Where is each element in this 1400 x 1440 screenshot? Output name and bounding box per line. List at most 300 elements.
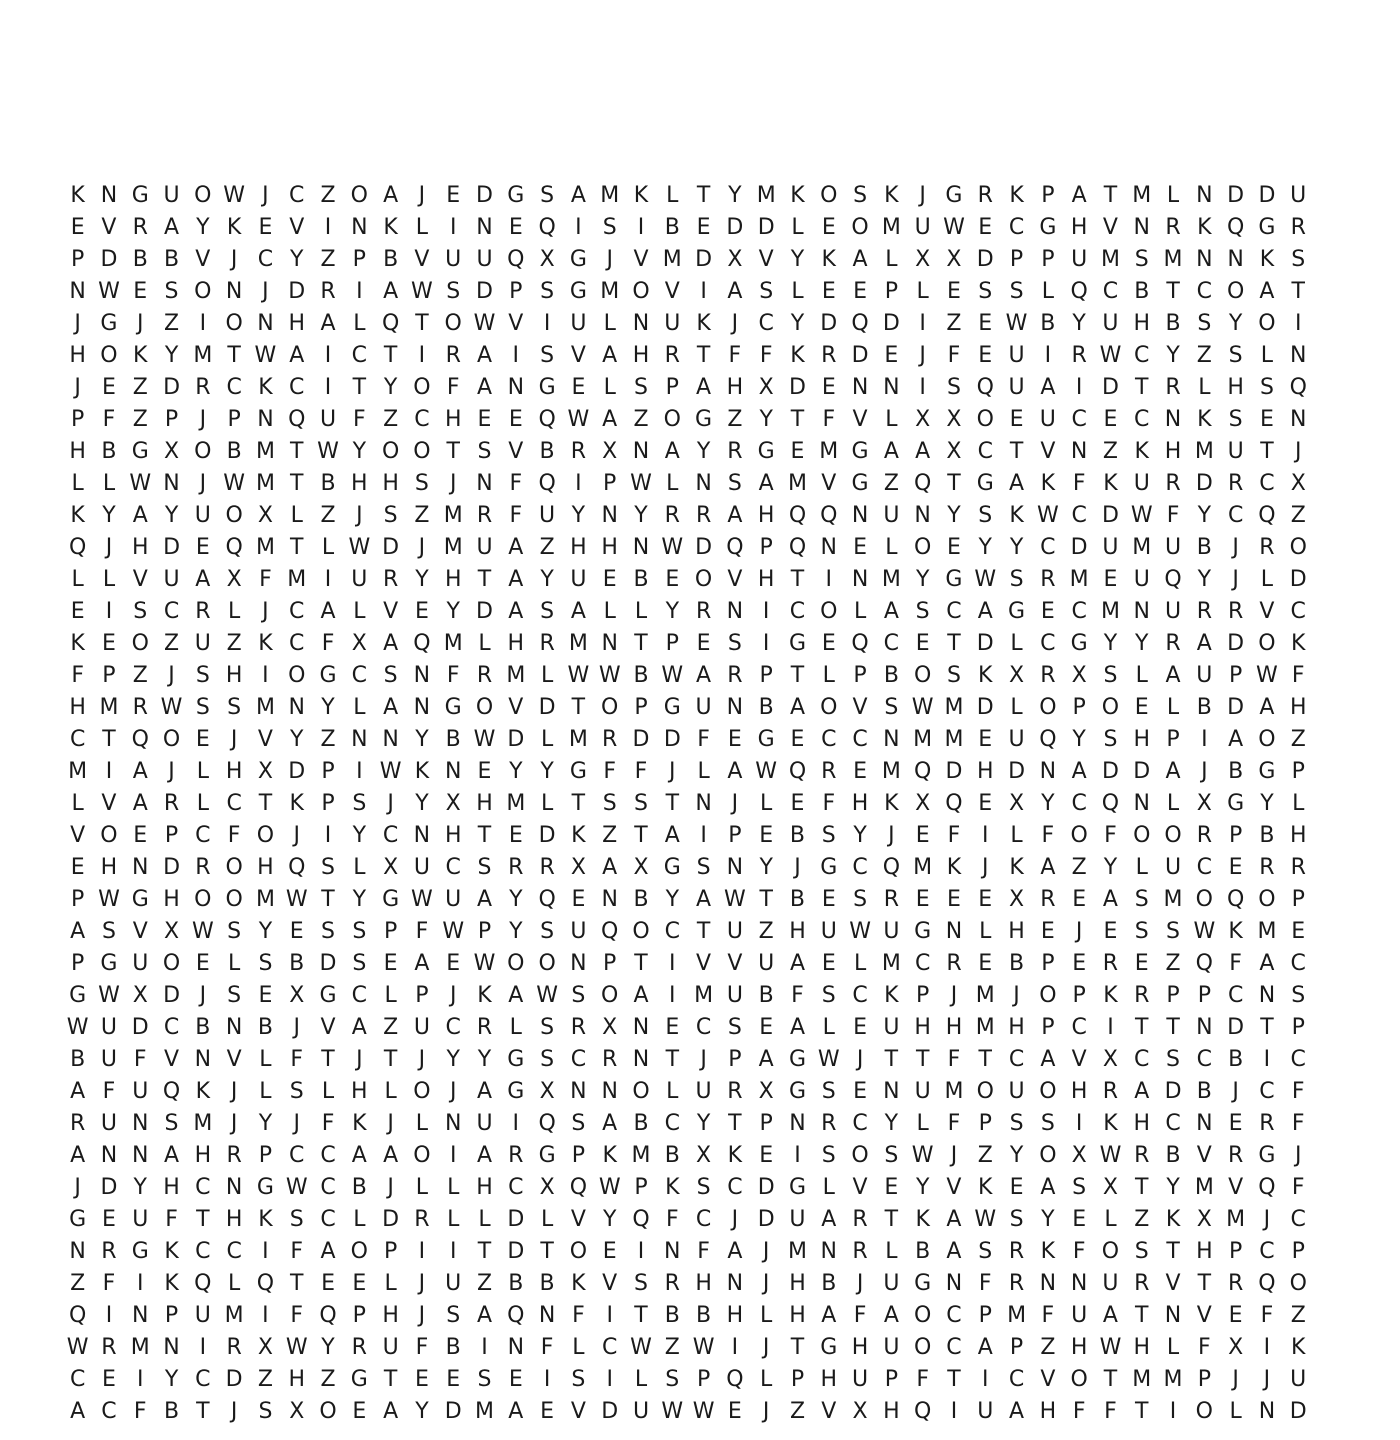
letter-cell[interactable]: I <box>512 343 520 368</box>
letter-cell[interactable]: Q <box>538 215 556 240</box>
letter-cell[interactable]: X <box>946 439 962 464</box>
letter-cell[interactable]: Z <box>164 631 180 656</box>
letter-cell[interactable]: H <box>851 791 869 816</box>
letter-cell[interactable]: W <box>285 1175 308 1200</box>
letter-cell[interactable]: O <box>851 1143 869 1168</box>
letter-cell[interactable]: F <box>321 1111 335 1136</box>
letter-cell[interactable]: B <box>1196 695 1212 720</box>
letter-cell[interactable]: N <box>225 1175 243 1200</box>
letter-cell[interactable]: H <box>476 791 493 816</box>
letter-cell[interactable]: M <box>68 759 88 784</box>
letter-cell[interactable]: L <box>1292 791 1305 816</box>
letter-cell[interactable]: J <box>1232 535 1239 560</box>
letter-cell[interactable]: U <box>1102 535 1119 560</box>
letter-cell[interactable]: S <box>195 663 210 688</box>
letter-cell[interactable]: N <box>664 1239 681 1264</box>
letter-cell[interactable]: J <box>293 823 300 848</box>
letter-cell[interactable]: L <box>1010 631 1023 656</box>
letter-cell[interactable]: Z <box>1040 1335 1056 1360</box>
letter-cell[interactable]: M <box>255 887 275 912</box>
letter-cell[interactable]: T <box>227 343 241 368</box>
letter-cell[interactable]: L <box>822 663 835 688</box>
letter-cell[interactable]: T <box>915 1047 930 1072</box>
letter-cell[interactable]: E <box>1228 1111 1243 1136</box>
letter-cell[interactable]: K <box>1009 183 1024 208</box>
letter-cell[interactable]: G <box>788 1047 806 1072</box>
letter-cell[interactable]: U <box>1102 1271 1119 1296</box>
letter-cell[interactable]: C <box>1008 215 1025 240</box>
letter-cell[interactable]: Z <box>320 727 336 752</box>
letter-cell[interactable]: J <box>1263 1367 1271 1392</box>
letter-cell[interactable]: O <box>194 183 212 208</box>
letter-cell[interactable]: H <box>69 439 86 464</box>
letter-cell[interactable]: L <box>822 1015 835 1040</box>
letter-cell[interactable]: J <box>762 1239 770 1264</box>
letter-cell[interactable]: J <box>731 311 739 336</box>
letter-cell[interactable]: Y <box>446 1047 460 1072</box>
letter-cell[interactable]: E <box>790 439 805 464</box>
letter-cell[interactable]: N <box>1164 407 1182 432</box>
letter-cell[interactable]: K <box>915 1207 930 1232</box>
letter-cell[interactable]: A <box>476 887 493 912</box>
letter-cell[interactable]: Q <box>945 791 963 816</box>
letter-cell[interactable]: E <box>884 343 899 368</box>
letter-cell[interactable]: C <box>351 343 367 368</box>
letter-cell[interactable]: B <box>664 215 680 240</box>
letter-cell[interactable]: L <box>760 1367 773 1392</box>
letter-cell[interactable]: M <box>819 439 839 464</box>
letter-cell[interactable]: I <box>606 1303 613 1328</box>
letter-cell[interactable]: Y <box>164 503 179 528</box>
letter-cell[interactable]: O <box>601 695 619 720</box>
letter-cell[interactable]: O <box>914 535 932 560</box>
letter-cell[interactable]: U <box>163 183 180 208</box>
letter-cell[interactable]: J <box>387 791 394 816</box>
letter-cell[interactable]: Y <box>571 503 586 528</box>
letter-cell[interactable]: C <box>508 1175 524 1200</box>
letter-cell[interactable]: T <box>634 951 648 976</box>
letter-cell[interactable]: A <box>383 1399 399 1424</box>
letter-cell[interactable]: G <box>538 375 556 400</box>
letter-cell[interactable]: N <box>476 471 493 496</box>
letter-cell[interactable]: S <box>915 599 930 624</box>
letter-cell[interactable]: E <box>602 567 617 592</box>
letter-cell[interactable]: V <box>664 279 680 304</box>
letter-cell[interactable]: W <box>1099 1143 1122 1168</box>
letter-cell[interactable]: S <box>133 599 148 624</box>
letter-cell[interactable]: Y <box>321 1335 335 1360</box>
letter-cell[interactable]: C <box>195 823 211 848</box>
letter-cell[interactable]: B <box>320 471 336 496</box>
letter-cell[interactable]: T <box>1135 1015 1149 1040</box>
letter-cell[interactable]: U <box>1133 471 1150 496</box>
letter-cell[interactable]: P <box>790 1367 805 1392</box>
letter-cell[interactable]: N <box>507 375 525 400</box>
letter-cell[interactable]: R <box>226 1335 242 1360</box>
letter-cell[interactable]: H <box>1133 311 1151 336</box>
letter-cell[interactable]: J <box>136 311 144 336</box>
letter-cell[interactable]: J <box>387 1175 394 1200</box>
letter-cell[interactable]: X <box>727 247 743 272</box>
letter-cell[interactable]: R <box>320 279 336 304</box>
letter-cell[interactable]: G <box>820 1335 838 1360</box>
letter-cell[interactable]: Y <box>978 535 992 560</box>
letter-cell[interactable]: B <box>1259 823 1275 848</box>
letter-cell[interactable]: A <box>946 1207 962 1232</box>
letter-cell[interactable]: K <box>633 183 649 208</box>
letter-cell[interactable]: Y <box>383 375 398 400</box>
letter-cell[interactable]: V <box>508 311 524 336</box>
letter-cell[interactable]: S <box>665 1367 680 1392</box>
letter-cell[interactable]: X <box>1009 887 1025 912</box>
letter-cell[interactable]: W <box>98 279 120 304</box>
letter-cell[interactable]: Q <box>68 1303 87 1328</box>
letter-cell[interactable]: F <box>227 823 241 848</box>
letter-cell[interactable]: Q <box>194 1271 212 1296</box>
letter-cell[interactable]: V <box>1228 1175 1244 1200</box>
letter-cell[interactable]: S <box>1197 311 1212 336</box>
letter-cell[interactable]: W <box>661 663 684 688</box>
letter-cell[interactable]: N <box>726 599 744 624</box>
letter-cell[interactable]: G <box>382 887 400 912</box>
letter-cell[interactable]: E <box>978 727 993 752</box>
letter-cell[interactable]: G <box>1070 631 1088 656</box>
letter-cell[interactable]: K <box>1291 1335 1306 1360</box>
letter-cell[interactable]: U <box>1039 407 1056 432</box>
letter-cell[interactable]: L <box>478 1207 491 1232</box>
letter-cell[interactable]: G <box>788 1175 806 1200</box>
letter-cell[interactable]: T <box>1135 1175 1149 1200</box>
letter-cell[interactable]: R <box>1071 343 1087 368</box>
letter-cell[interactable]: M <box>475 1399 494 1424</box>
letter-cell[interactable]: T <box>665 791 680 816</box>
letter-cell[interactable]: M <box>1163 887 1183 912</box>
letter-cell[interactable]: V <box>946 1175 962 1200</box>
letter-cell[interactable]: L <box>822 1175 835 1200</box>
letter-cell[interactable]: S <box>821 1079 836 1104</box>
letter-cell[interactable]: Y <box>258 1111 273 1136</box>
letter-cell[interactable]: I <box>919 375 926 400</box>
letter-cell[interactable]: E <box>665 1015 680 1040</box>
letter-cell[interactable]: U <box>1164 599 1182 624</box>
letter-cell[interactable]: N <box>883 375 900 400</box>
letter-cell[interactable]: G <box>851 471 869 496</box>
letter-cell[interactable]: S <box>1166 919 1181 944</box>
letter-cell[interactable]: J <box>762 1399 770 1424</box>
letter-cell[interactable]: P <box>1009 247 1024 272</box>
letter-cell[interactable]: T <box>571 695 586 720</box>
letter-cell[interactable]: P <box>665 631 679 656</box>
letter-cell[interactable]: N <box>100 183 118 208</box>
letter-cell[interactable]: N <box>883 727 900 752</box>
letter-cell[interactable]: G <box>1008 599 1026 624</box>
letter-cell[interactable]: X <box>164 439 180 464</box>
letter-cell[interactable]: I <box>481 1335 488 1360</box>
letter-cell[interactable]: A <box>789 695 805 720</box>
letter-cell[interactable]: I <box>324 343 332 368</box>
letter-cell[interactable]: T <box>321 887 335 912</box>
letter-cell[interactable]: T <box>290 439 304 464</box>
letter-cell[interactable]: R <box>1165 215 1181 240</box>
letter-cell[interactable]: D <box>131 1015 149 1040</box>
letter-cell[interactable]: O <box>194 887 212 912</box>
letter-cell[interactable]: A <box>883 439 899 464</box>
letter-cell[interactable]: E <box>978 215 993 240</box>
letter-cell[interactable]: Z <box>1290 727 1306 752</box>
letter-cell[interactable]: J <box>1013 983 1020 1008</box>
letter-cell[interactable]: A <box>320 599 336 624</box>
letter-cell[interactable]: Z <box>1290 503 1306 528</box>
letter-cell[interactable]: S <box>727 471 742 496</box>
letter-cell[interactable]: J <box>199 983 207 1008</box>
letter-cell[interactable]: C <box>1290 1207 1306 1232</box>
letter-cell[interactable]: F <box>603 759 617 784</box>
letter-cell[interactable]: N <box>1196 183 1213 208</box>
letter-cell[interactable]: R <box>476 663 493 688</box>
letter-cell[interactable]: I <box>1075 375 1083 400</box>
letter-cell[interactable]: V <box>602 1271 618 1296</box>
letter-cell[interactable]: B <box>383 247 399 272</box>
letter-cell[interactable]: C <box>1071 599 1087 624</box>
letter-cell[interactable]: B <box>257 1015 273 1040</box>
letter-cell[interactable]: L <box>259 1079 272 1104</box>
letter-cell[interactable]: H <box>757 503 775 528</box>
letter-cell[interactable]: D <box>601 1399 619 1424</box>
letter-cell[interactable]: F <box>102 407 116 432</box>
letter-cell[interactable]: Z <box>320 1367 336 1392</box>
letter-cell[interactable]: J <box>230 1079 238 1104</box>
letter-cell[interactable]: Q <box>788 535 807 560</box>
letter-cell[interactable]: R <box>1227 1271 1244 1296</box>
letter-cell[interactable]: K <box>1040 1239 1056 1264</box>
letter-cell[interactable]: Y <box>290 727 304 752</box>
letter-cell[interactable]: S <box>352 919 367 944</box>
letter-cell[interactable]: F <box>290 1047 304 1072</box>
letter-cell[interactable]: I <box>324 823 332 848</box>
letter-cell[interactable]: N <box>695 471 712 496</box>
letter-cell[interactable]: L <box>791 279 804 304</box>
letter-cell[interactable]: G <box>256 1175 274 1200</box>
letter-cell[interactable]: B <box>289 951 305 976</box>
letter-cell[interactable]: S <box>258 1399 273 1424</box>
letter-cell[interactable]: T <box>290 1271 304 1296</box>
letter-cell[interactable]: H <box>1196 1239 1213 1264</box>
letter-cell[interactable]: T <box>759 887 773 912</box>
letter-cell[interactable]: E <box>1103 407 1118 432</box>
letter-cell[interactable]: Q <box>1226 887 1245 912</box>
letter-cell[interactable]: A <box>195 567 211 592</box>
letter-cell[interactable]: C <box>883 631 900 656</box>
letter-cell[interactable]: O <box>820 183 838 208</box>
letter-cell[interactable]: O <box>444 311 462 336</box>
letter-cell[interactable]: E <box>821 375 836 400</box>
letter-cell[interactable]: U <box>883 1015 900 1040</box>
letter-cell[interactable]: C <box>946 1335 962 1360</box>
letter-cell[interactable]: F <box>133 1399 147 1424</box>
letter-cell[interactable]: E <box>978 791 993 816</box>
letter-cell[interactable]: F <box>697 727 710 752</box>
letter-cell[interactable]: O <box>569 1239 588 1264</box>
letter-cell[interactable]: C <box>69 1367 86 1392</box>
letter-cell[interactable]: V <box>852 1175 868 1200</box>
letter-cell[interactable]: Z <box>1165 951 1181 976</box>
letter-cell[interactable]: K <box>1103 983 1118 1008</box>
letter-cell[interactable]: Z <box>132 407 148 432</box>
letter-cell[interactable]: O <box>694 567 713 592</box>
letter-cell[interactable]: E <box>696 631 711 656</box>
letter-cell[interactable]: V <box>696 951 712 976</box>
letter-cell[interactable]: I <box>731 1335 739 1360</box>
letter-cell[interactable]: B <box>1009 951 1025 976</box>
letter-cell[interactable]: V <box>1102 215 1118 240</box>
letter-cell[interactable]: T <box>1135 1399 1149 1424</box>
letter-cell[interactable]: W <box>129 471 152 496</box>
letter-cell[interactable]: H <box>225 1207 243 1232</box>
letter-cell[interactable]: M <box>287 567 307 592</box>
letter-cell[interactable]: V <box>570 343 586 368</box>
letter-cell[interactable]: Q <box>1258 1271 1276 1296</box>
letter-cell[interactable]: T <box>790 1335 805 1360</box>
letter-cell[interactable]: D <box>820 311 838 336</box>
letter-cell[interactable]: Q <box>131 727 149 752</box>
letter-cell[interactable]: Q <box>1195 951 1213 976</box>
letter-cell[interactable]: U <box>413 1015 430 1040</box>
letter-cell[interactable]: P <box>477 919 492 944</box>
letter-cell[interactable]: Q <box>726 1367 744 1392</box>
letter-cell[interactable]: S <box>1134 247 1149 272</box>
letter-cell[interactable]: A <box>852 247 868 272</box>
letter-cell[interactable]: X <box>602 439 618 464</box>
letter-cell[interactable]: U <box>476 247 493 272</box>
letter-cell[interactable]: N <box>225 1015 243 1040</box>
letter-cell[interactable]: S <box>946 375 961 400</box>
letter-cell[interactable]: S <box>1009 1111 1024 1136</box>
letter-cell[interactable]: J <box>74 1175 81 1200</box>
letter-cell[interactable]: A <box>977 599 993 624</box>
letter-cell[interactable]: N <box>601 631 618 656</box>
letter-cell[interactable]: J <box>731 1207 739 1232</box>
letter-cell[interactable]: M <box>881 567 901 592</box>
letter-cell[interactable]: B <box>664 1143 680 1168</box>
letter-cell[interactable]: D <box>507 1207 525 1232</box>
letter-cell[interactable]: C <box>1008 1047 1025 1072</box>
letter-cell[interactable]: M <box>224 1303 244 1328</box>
letter-cell[interactable]: H <box>444 407 462 432</box>
letter-cell[interactable]: N <box>413 695 431 720</box>
letter-cell[interactable]: T <box>1135 1303 1149 1328</box>
letter-cell[interactable]: Y <box>164 343 179 368</box>
letter-cell[interactable]: O <box>632 919 650 944</box>
letter-cell[interactable]: Y <box>1072 311 1086 336</box>
letter-cell[interactable]: T <box>790 407 805 432</box>
letter-cell[interactable]: Y <box>1009 1143 1024 1168</box>
letter-cell[interactable]: I <box>262 1239 269 1264</box>
letter-cell[interactable]: A <box>727 279 743 304</box>
letter-cell[interactable]: O <box>256 823 275 848</box>
letter-cell[interactable]: R <box>1165 631 1181 656</box>
letter-cell[interactable]: T <box>634 823 648 848</box>
letter-cell[interactable]: R <box>1227 1143 1244 1168</box>
letter-cell[interactable]: E <box>571 375 586 400</box>
letter-cell[interactable]: D <box>507 1239 525 1264</box>
letter-cell[interactable]: H <box>914 1015 931 1040</box>
letter-cell[interactable]: Z <box>383 1015 399 1040</box>
letter-cell[interactable]: F <box>1291 1175 1305 1200</box>
letter-cell[interactable]: N <box>1133 791 1150 816</box>
letter-cell[interactable]: E <box>1040 919 1055 944</box>
letter-cell[interactable]: T <box>884 1207 899 1232</box>
letter-cell[interactable]: O <box>162 951 181 976</box>
letter-cell[interactable]: J <box>950 983 958 1008</box>
letter-cell[interactable]: U <box>476 1111 493 1136</box>
letter-cell[interactable]: H <box>100 855 118 880</box>
letter-cell[interactable]: E <box>258 215 273 240</box>
letter-cell[interactable]: P <box>1228 823 1243 848</box>
letter-cell[interactable]: W <box>160 695 183 720</box>
letter-cell[interactable]: T <box>790 663 805 688</box>
letter-cell[interactable]: C <box>445 855 461 880</box>
letter-cell[interactable]: K <box>164 1239 179 1264</box>
letter-cell[interactable]: A <box>789 951 805 976</box>
letter-cell[interactable]: A <box>476 375 493 400</box>
letter-cell[interactable]: L <box>102 471 116 496</box>
letter-cell[interactable]: Z <box>164 311 180 336</box>
letter-cell[interactable]: N <box>601 503 618 528</box>
letter-cell[interactable]: C <box>163 1015 180 1040</box>
letter-cell[interactable]: J <box>1294 439 1302 464</box>
letter-cell[interactable]: K <box>226 215 242 240</box>
letter-cell[interactable]: W <box>473 951 496 976</box>
letter-cell[interactable]: D <box>507 727 525 752</box>
letter-cell[interactable]: A <box>1165 759 1181 784</box>
letter-cell[interactable]: C <box>445 1015 461 1040</box>
letter-cell[interactable]: R <box>602 1047 618 1072</box>
letter-cell[interactable]: X <box>915 247 931 272</box>
letter-cell[interactable]: R <box>476 503 493 528</box>
letter-cell[interactable]: I <box>418 1239 426 1264</box>
letter-cell[interactable]: W <box>849 919 871 944</box>
letter-cell[interactable]: A <box>289 343 305 368</box>
letter-cell[interactable]: S <box>1228 343 1243 368</box>
letter-cell[interactable]: C <box>1196 1047 1213 1072</box>
letter-cell[interactable]: X <box>445 791 461 816</box>
letter-cell[interactable]: U <box>132 951 149 976</box>
letter-cell[interactable]: B <box>1134 279 1150 304</box>
letter-cell[interactable]: P <box>978 1303 992 1328</box>
letter-cell[interactable]: D <box>1101 503 1119 528</box>
letter-cell[interactable]: E <box>508 407 523 432</box>
letter-cell[interactable]: H <box>1070 1079 1088 1104</box>
letter-cell[interactable]: R <box>1134 1271 1150 1296</box>
letter-cell[interactable]: C <box>195 1239 211 1264</box>
letter-cell[interactable]: Z <box>320 247 336 272</box>
letter-cell[interactable]: A <box>1009 1399 1025 1424</box>
letter-cell[interactable]: Y <box>1197 503 1212 528</box>
letter-cell[interactable]: H <box>851 1335 869 1360</box>
letter-cell[interactable]: M <box>975 1015 995 1040</box>
letter-cell[interactable]: P <box>884 1367 898 1392</box>
letter-cell[interactable]: Y <box>321 695 335 720</box>
letter-cell[interactable]: N <box>69 279 86 304</box>
letter-cell[interactable]: D <box>1258 183 1276 208</box>
letter-cell[interactable]: R <box>1008 1239 1025 1264</box>
letter-cell[interactable]: X <box>1228 1335 1244 1360</box>
letter-cell[interactable]: M <box>193 343 213 368</box>
letter-cell[interactable]: O <box>538 951 556 976</box>
letter-cell[interactable]: B <box>758 695 774 720</box>
letter-cell[interactable]: H <box>69 695 86 720</box>
letter-cell[interactable]: V <box>195 247 211 272</box>
